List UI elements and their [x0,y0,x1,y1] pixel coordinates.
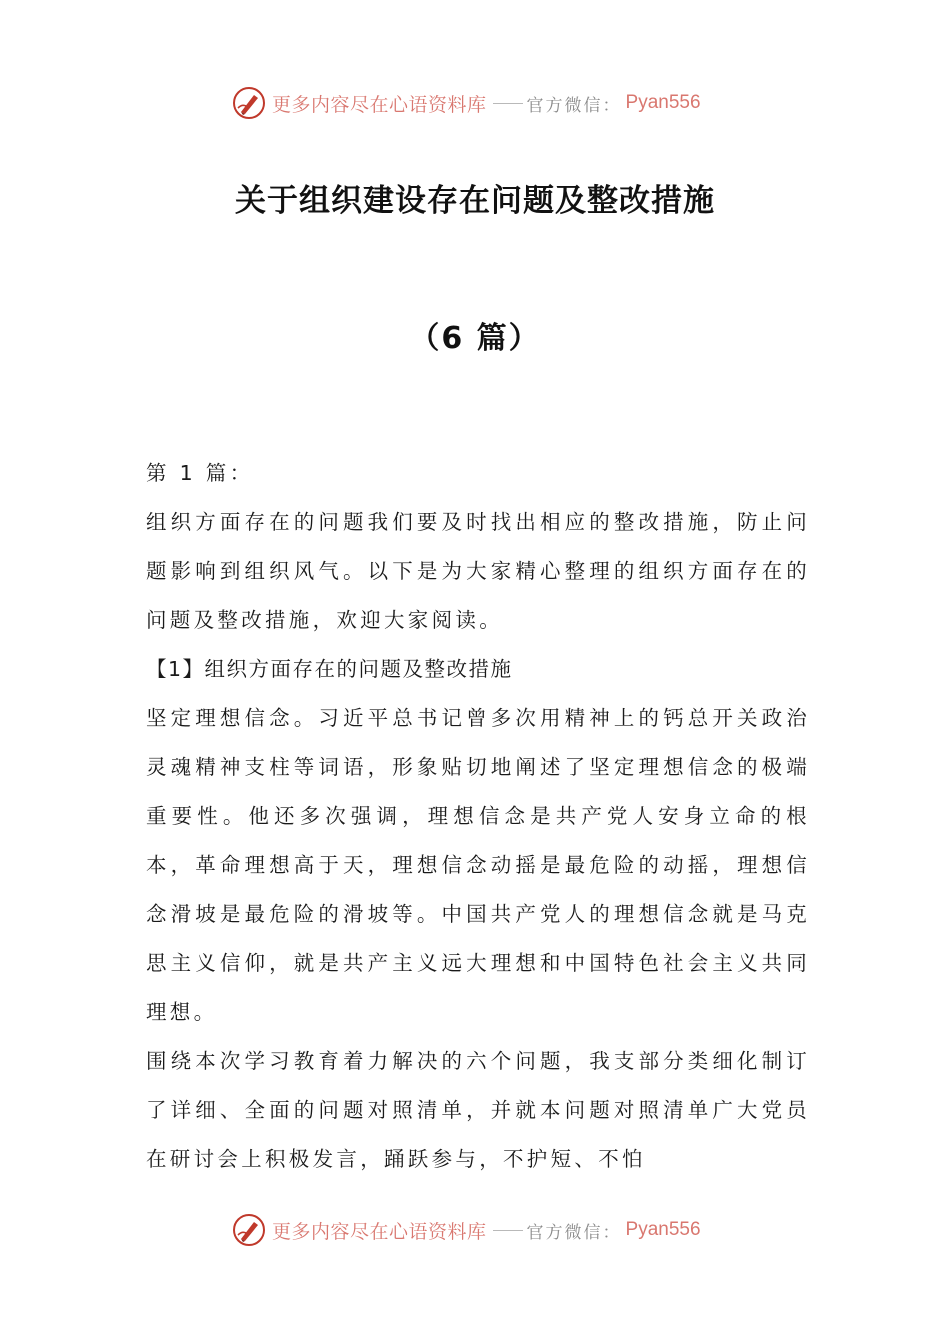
section-label: 第 1 篇： [146,461,254,485]
pen-icon [232,1213,266,1247]
banner-dash [493,103,523,104]
document-title: 关于组织建设存在问题及整改措施 [235,183,715,219]
pen-icon [232,86,266,120]
header-banner [232,83,701,123]
banner-wechat-id: Pyan556 [625,1219,701,1240]
document-body [146,449,810,1184]
paragraph: 组织方面存在的问题我们要及时找出相应的整改措施，防止问题影响到组织风气。以下是为大家精心整理的组织方面存在的问题及整改措施，欢迎大家阅读。 [146,510,810,632]
section-heading: 【1】组织方面存在的问题及整改措施 [146,657,513,681]
banner-dash [493,1230,523,1231]
banner-wechat-id: Pyan556 [625,92,701,113]
banner-wechat-label: 官方微信： [526,95,622,116]
paragraph: 围绕本次学习教育着力解决的六个问题，我支部分类细化制订了详细、全面的问题对照清单，并就本问题对照清单广大党员在研讨会上积极发言，踊跃参与，不护短、不怕 [146,1049,810,1171]
banner-main-text: 更多内容尽在心语资料库 [272,1220,487,1243]
footer-banner [232,1210,701,1250]
banner-wechat-label: 官方微信： [526,1222,622,1243]
document-subtitle: （6 篇） [409,321,541,356]
banner-main-text: 更多内容尽在心语资料库 [272,93,487,116]
paragraph: 坚定理想信念。习近平总书记曾多次用精神上的钙总开关政治灵魂精神支柱等词语，形象贴切地阐述了坚定理想信念的极端重要性。他还多次强调，理想信念是共产党人安身立命的根本，革命理想高于天，理想信念动摇是最危险的动摇，理想信念滑坡是最危险的滑坡等。中国共产党人的理想信念就是马克思主义信仰，就是共产主义远大理想和中国特色社会主义共同理想。 [146,706,810,1024]
